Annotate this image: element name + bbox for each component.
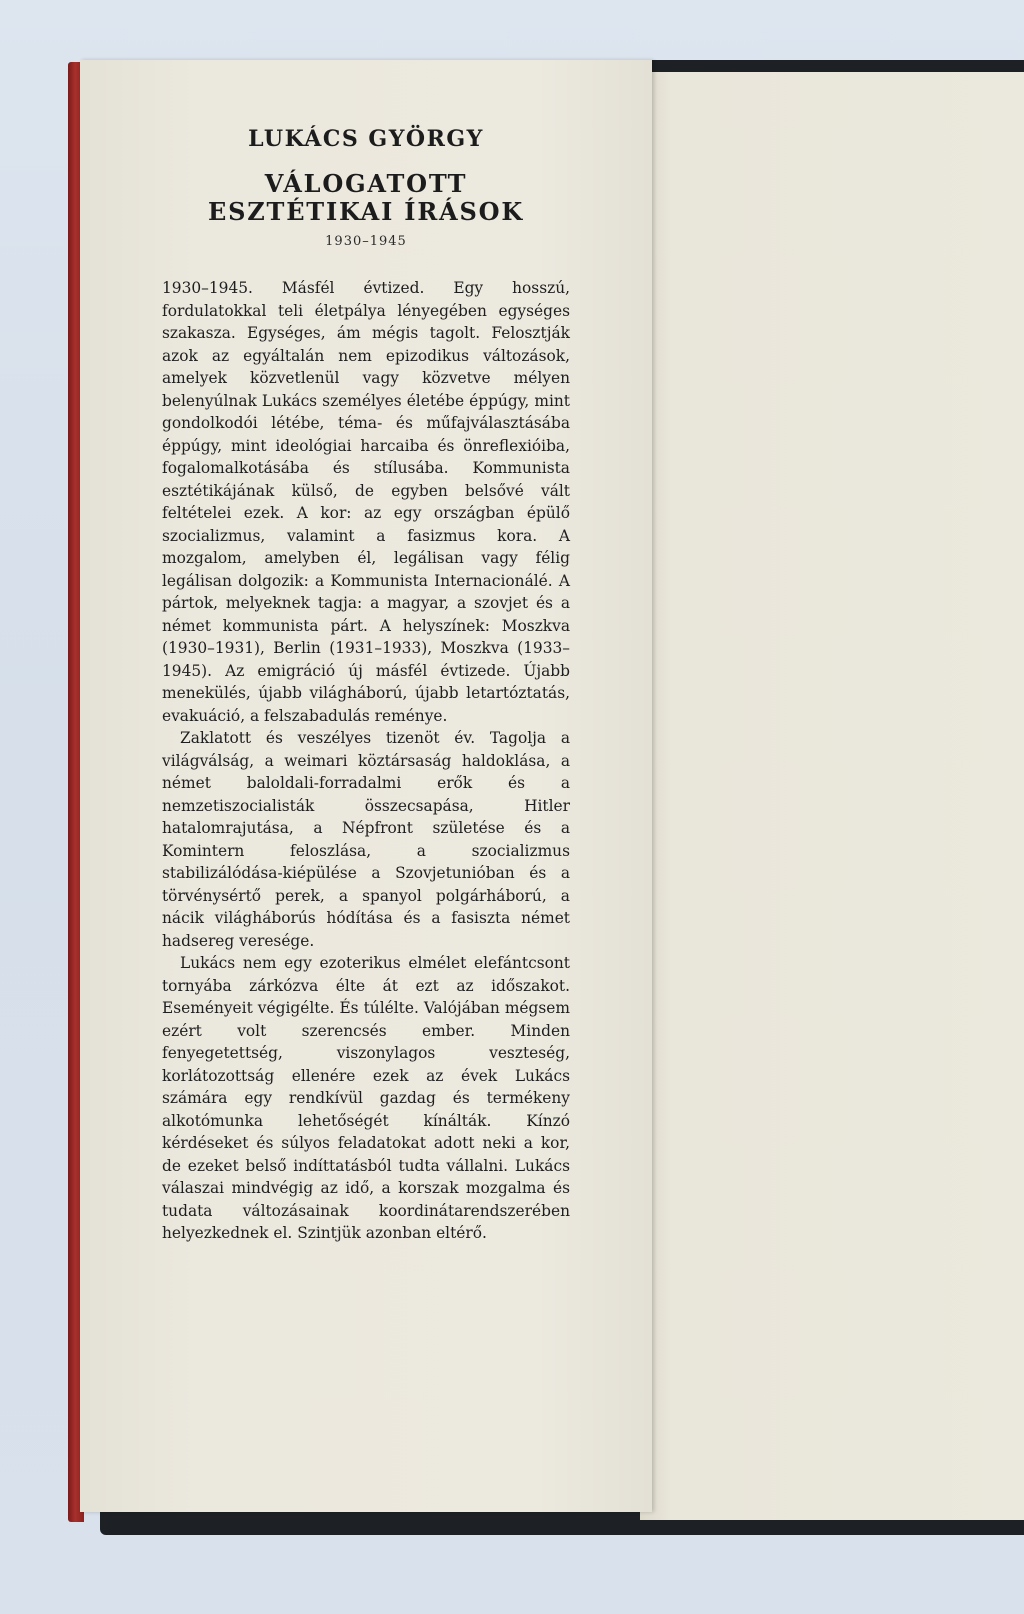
paragraph-1: 1930–1945. Másfél évtized. Egy hosszú, fordulatokkal teli életpálya lényegében egységes szakasza. Egységes, ám mégis tagolt. Felosztják azok az egyáltalán nem epizodikus változások, amelyek közvetlenül vagy közvetve mélyen belenyúlnak Lukács személyes életébe éppúgy, mint gondolkodói létébe, téma- és műfajválasztásába éppúgy, mint ideológiai harcaiba és önreflexióiba, fogalomalkotásába és stílusába. Kommunista esztétikájának külső, de egyben belsővé vált feltételei ezek. A kor: az egy országban épülő szocializmus, valamint a fasizmus kora. A mozgalom, amelyben él, legálisan vagy félig legálisan dolgozik: a Kommunista Internacionálé. A pártok, melyeknek tagja: a magyar, a szovjet és a német kommunista párt. A helyszínek: Moszkva (1930–1931), Berlin (1931–1933), Moszkva (1933–1945). Az emigráció új másfél évtizede. Újabb menekülés, újabb világháború, újabb letartóztatás, evakuáció, a felszabadulás reménye.: [162, 279, 570, 725]
book-title: [162, 170, 570, 226]
right-page: [640, 72, 1024, 1520]
title-line-2: ESZTÉTIKAI ÍRÁSOK: [208, 197, 524, 226]
years-range: 1930–1945: [325, 234, 407, 249]
jacket-flap: [80, 60, 652, 1512]
paragraph-2: Zaklatott és veszélyes tizenöt év. Tagolja a világválság, a weimari köztársaság haldoklása, a német baloldali-forradalmi erők és a nemzetiszocialisták összecsapása, Hitler hatalomrajutása, a Népfront születése és a Komintern feloszlása, a szocializmus stabilizálódása-kiépülése a Szovjetunióban és a törvénysértő perek, a spanyol polgárháború, a nácik világháborús hódítása és a fasiszta német hadsereg veresége.: [162, 729, 570, 950]
flap-content: [162, 126, 570, 1245]
author-name: LUKÁCS GYÖRGY: [248, 126, 484, 152]
blurb-text: [162, 277, 570, 1245]
paragraph-3: Lukács nem egy ezoterikus elmélet elefántcsont tornyába zárkózva élte át ezt az időszakot. Eseményeit végigélte. És túlélte. Valójában mégsem ezért volt szerencsés ember. Minden fenyegetettség, viszonylagos veszteség, korlátozottság ellenére ezek az évek Lukács számára egy rendkívül gazdag és termékeny alkotómunka lehetőségét kínálták. Kínzó kérdéseket és súlyos feladatokat adott neki a kor, de ezeket belső indíttatásból tudta vállalni. Lukács válaszai mindvégig az idő, a korszak mozgalma és tudata változásainak koordinátarendszerében helyezkednek el. Szintjük azonban eltérő.: [162, 954, 570, 1242]
title-line-1: VÁLOGATOTT: [264, 169, 468, 198]
